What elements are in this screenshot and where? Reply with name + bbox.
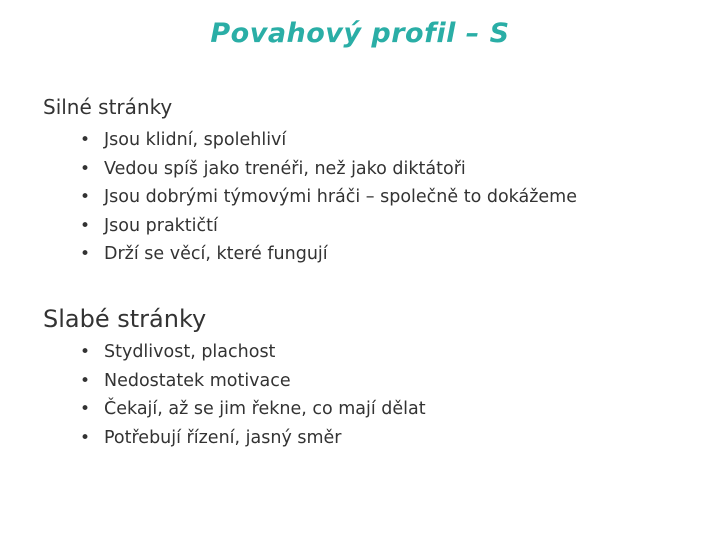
- bullet-icon: •: [80, 342, 91, 362]
- list-item: [80, 126, 577, 155]
- list-item: [80, 367, 426, 396]
- list-item-text: Stydlivost, plachost: [104, 342, 276, 362]
- bullet-icon: •: [80, 158, 91, 179]
- list-item-text: Nedostatek motivace: [104, 370, 291, 391]
- list-item: [80, 155, 577, 184]
- list-item: [80, 183, 577, 212]
- bullet-icon: •: [80, 130, 91, 150]
- list-item-text: Vedou spíš jako trenéři, než jako diktátoři: [104, 158, 466, 179]
- list-item: [80, 240, 577, 269]
- bullet-icon: •: [80, 427, 91, 448]
- list-item: [80, 395, 426, 424]
- list-item-text: Jsou dobrými týmovými hráči – společně to dokážeme: [104, 187, 577, 207]
- bullet-icon: •: [80, 244, 91, 264]
- list-item-text: Jsou klidní, spolehliví: [104, 130, 287, 150]
- list-item-text: Potřebují řízení, jasný směr: [104, 427, 342, 448]
- strengths-heading: Silné stránky: [43, 95, 173, 119]
- bullet-icon: •: [80, 215, 91, 236]
- weaknesses-list: [80, 338, 426, 452]
- list-item-text: Drží se věcí, které fungují: [104, 244, 328, 264]
- list-item: [80, 212, 577, 241]
- list-item-text: Čekají, až se jim řekne, co mají dělat: [104, 399, 426, 419]
- list-item: [80, 338, 426, 367]
- strengths-list: [80, 126, 577, 269]
- bullet-icon: •: [80, 399, 91, 419]
- list-item-text: Jsou praktičtí: [104, 215, 218, 236]
- bullet-icon: •: [80, 187, 91, 207]
- list-item: [80, 424, 426, 453]
- slide-title: Povahový profil – S: [210, 18, 510, 49]
- weaknesses-heading: Slabé stránky: [43, 305, 207, 333]
- bullet-icon: •: [80, 370, 91, 391]
